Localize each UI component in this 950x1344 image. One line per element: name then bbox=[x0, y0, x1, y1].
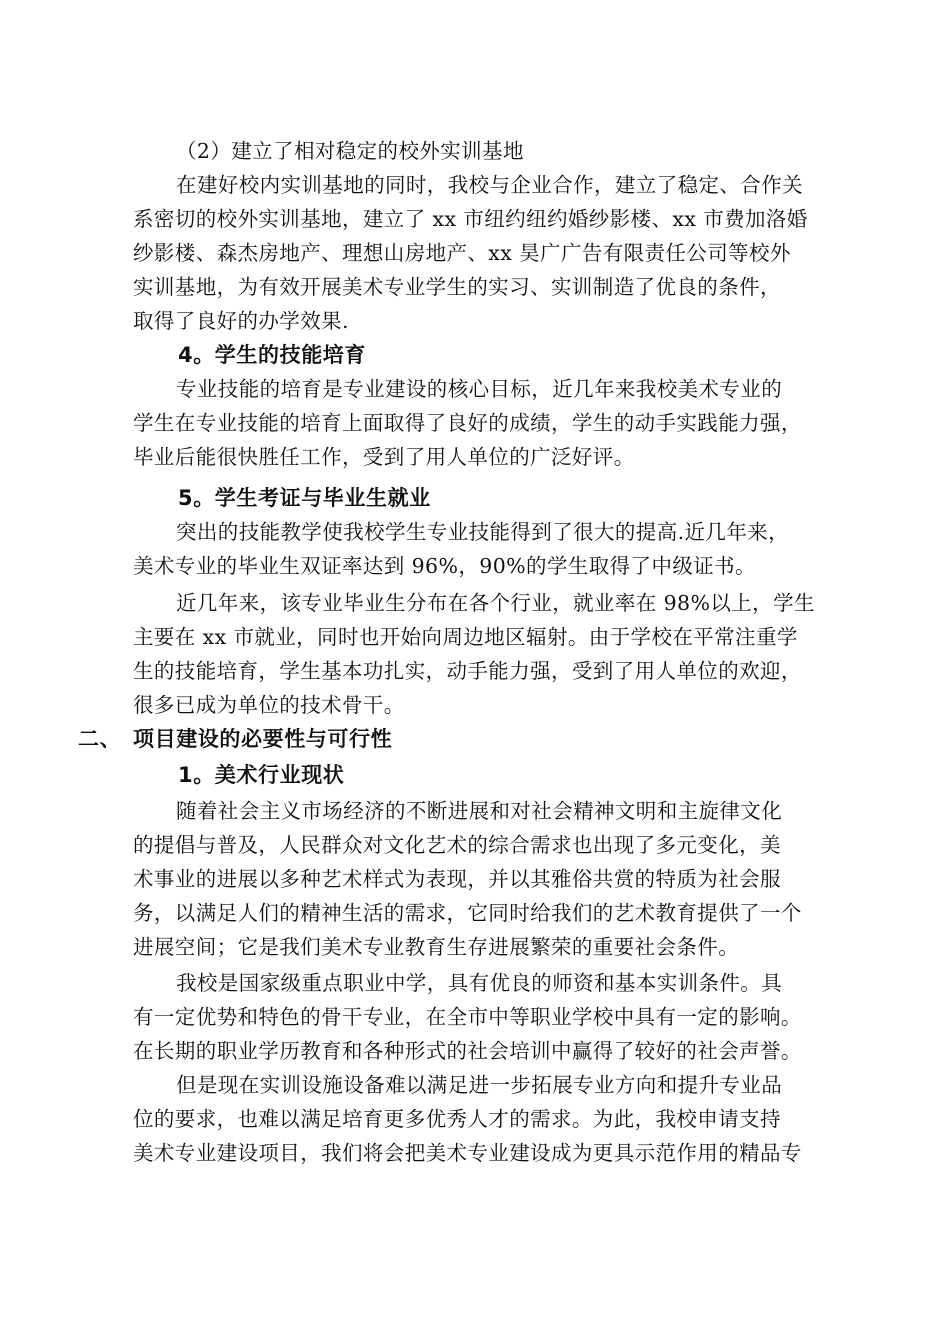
paragraph-line: 美术专业建设项目，我们将会把美术专业建设成为更具示范作用的精品专 bbox=[133, 1141, 802, 1165]
paragraph-line: 纱影楼、森杰房地产、理想山房地产、xx 昊广广告有限责任公司等校外 bbox=[133, 241, 791, 265]
paragraph-line: 美术专业的毕业生双证率达到 96%，90%的学生取得了中级证书。 bbox=[133, 554, 756, 578]
paragraph-line: 近几年来，该专业毕业生分布在各个行业，就业率在 98%以上，学生 bbox=[176, 591, 815, 615]
section-heading: 1。美术行业现状 bbox=[178, 763, 345, 787]
paragraph-line: 实训基地，为有效开展美术专业学生的实习、实训制造了优良的条件， bbox=[133, 275, 781, 299]
paragraph-line: 有一定优势和特色的骨干专业，在全市中等职业学校中具有一定的影响。 bbox=[133, 1005, 802, 1029]
paragraph-line: 取得了良好的办学效果. bbox=[133, 309, 349, 333]
chapter-number: 二、 bbox=[78, 727, 122, 751]
paragraph-line: 毕业后能很快胜任工作，受到了用人单位的广泛好评。 bbox=[133, 445, 635, 469]
paragraph-line: 我校是国家级重点职业中学，具有优良的师资和基本实训条件。具 bbox=[176, 971, 783, 995]
chapter-heading bbox=[78, 722, 392, 756]
paragraph-line: 生的技能培育，学生基本功扎实，动手能力强，受到了用人单位的欢迎， bbox=[133, 659, 802, 683]
paragraph-line: 在建好校内实训基地的同时，我校与企业合作，建立了稳定、合作关 bbox=[176, 173, 803, 197]
paragraph-line: 务，以满足人们的精神生活的需求，它同时给我们的艺术教育提供了一个 bbox=[133, 901, 802, 925]
paragraph-line: 的提倡与普及，人民群众对文化艺术的综合需求也出现了多元变化，美 bbox=[133, 833, 781, 857]
paragraph-line: 突出的技能教学使我校学生专业技能得到了很大的提高.近几年来， bbox=[176, 520, 790, 544]
paragraph-line: 专业技能的培育是专业建设的核心目标，近几年来我校美术专业的 bbox=[176, 377, 783, 401]
paragraph-line: 系密切的校外实训基地，建立了 xx 市纽约纽约婚纱影楼、xx 市费加洛婚 bbox=[133, 207, 808, 231]
paragraph-line: 术事业的进展以多种艺术样式为表现，并以其雅俗共赏的特质为社会服 bbox=[133, 867, 781, 891]
paragraph-line: 但是现在实训设施设备难以满足进一步拓展专业方向和提升专业品 bbox=[176, 1073, 783, 1097]
section-heading: 4。学生的技能培育 bbox=[178, 343, 367, 367]
chapter-title: 项目建设的必要性与可行性 bbox=[133, 727, 393, 751]
paragraph-line: 位的要求，也难以满足培育更多优秀人才的需求。为此，我校申请支持 bbox=[133, 1107, 781, 1131]
subsection-heading: （2）建立了相对稳定的校外实训基地 bbox=[176, 139, 524, 163]
paragraph-line: 在长期的职业学历教育和各种形式的社会培训中赢得了较好的社会声誉。 bbox=[133, 1039, 802, 1063]
section-heading: 5。学生考证与毕业生就业 bbox=[178, 486, 431, 510]
paragraph-line: 随着社会主义市场经济的不断进展和对社会精神文明和主旋律文化 bbox=[176, 799, 783, 823]
paragraph-line: 进展空间；它是我们美术专业教育生存进展繁荣的重要社会条件。 bbox=[133, 935, 740, 959]
paragraph-line: 学生在专业技能的培育上面取得了良好的成绩，学生的动手实践能力强， bbox=[133, 411, 802, 435]
paragraph-line: 很多已成为单位的技术骨干。 bbox=[133, 693, 405, 717]
paragraph-line: 主要在 xx 市就业，同时也开始向周边地区辐射。由于学校在平常注重学 bbox=[133, 625, 798, 649]
